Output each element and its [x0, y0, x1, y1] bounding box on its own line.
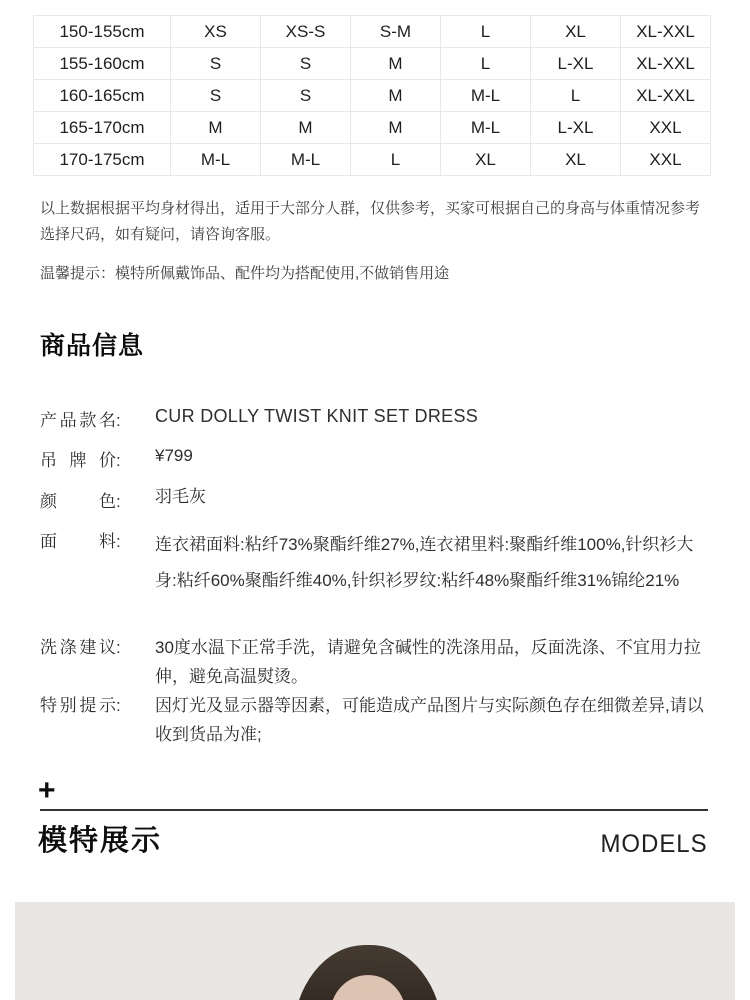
size-cell: L-XL: [531, 48, 621, 80]
table-row: [34, 16, 711, 48]
size-cell: L: [531, 80, 621, 112]
section-divider: [40, 809, 708, 811]
size-cell: S: [261, 80, 351, 112]
color-value: 羽毛灰: [155, 487, 206, 506]
size-cell: XXL: [621, 144, 711, 176]
size-cell: L-XL: [531, 112, 621, 144]
special-note-label: 特别提示:: [40, 696, 121, 715]
size-cell: S: [261, 48, 351, 80]
size-cell: XL-XXL: [621, 80, 711, 112]
fabric-label: 面料:: [40, 532, 121, 551]
size-chart-table: [33, 15, 711, 176]
size-cell: XL-XXL: [621, 48, 711, 80]
size-cell: S: [171, 48, 261, 80]
product-name-label: 产品款名:: [40, 411, 121, 430]
size-cell: S-M: [351, 16, 441, 48]
models-section-subtitle: MODELS: [600, 830, 708, 858]
height-range-cell: 150-155cm: [34, 16, 171, 48]
models-section-title: 模特展示: [38, 825, 163, 857]
size-cell: XL: [441, 144, 531, 176]
size-cell: L: [441, 48, 531, 80]
size-cell: M: [261, 112, 351, 144]
size-cell: M: [351, 80, 441, 112]
size-cell: XS: [171, 16, 261, 48]
warm-tip-text: 温馨提示：模特所佩戴饰品、配件均为搭配使用,不做销售用途: [40, 265, 450, 282]
product-info-section-title: 商品信息: [40, 332, 145, 360]
color-label: 颜色:: [40, 492, 121, 511]
size-cell: M: [171, 112, 261, 144]
height-range-cell: 165-170cm: [34, 112, 171, 144]
size-cell: M-L: [171, 144, 261, 176]
height-range-cell: 170-175cm: [34, 144, 171, 176]
table-row: [34, 112, 711, 144]
height-range-cell: 155-160cm: [34, 48, 171, 80]
plus-icon: +: [38, 774, 56, 807]
fabric-value: 连衣裙面料:粘纤73%聚酯纤维27%,连衣裙里料:聚酯纤维100%,针织衫大身:粘纤60%聚酯纤维40%,针织衫罗纹:粘纤48%聚酯纤维31%锦纶21%: [155, 535, 694, 590]
size-cell: L: [441, 16, 531, 48]
table-row: [34, 144, 711, 176]
tag-price-label: 吊牌价:: [40, 451, 121, 470]
size-cell: XL-XXL: [621, 16, 711, 48]
table-row: [34, 80, 711, 112]
product-name-value: CUR DOLLY TWIST KNIT SET DRESS: [155, 406, 479, 426]
size-cell: S: [171, 80, 261, 112]
size-cell: M-L: [441, 80, 531, 112]
size-cell: M-L: [261, 144, 351, 176]
table-row: [34, 48, 711, 80]
size-disclaimer-text: 以上数据根据平均身材得出，适用于大部分人群，仅供参考，买家可根据自己的身高与体重情况参考选择尺码，如有疑问，请咨询客服。: [40, 200, 701, 243]
washing-advice-value: 30度水温下正常手洗，请避免含碱性的洗涤用品，反面洗涤、不宜用力拉伸，避免高温熨烫。: [155, 638, 701, 686]
height-range-cell: 160-165cm: [34, 80, 171, 112]
size-cell: M: [351, 112, 441, 144]
size-cell: XL: [531, 16, 621, 48]
size-cell: XL: [531, 144, 621, 176]
size-cell: L: [351, 144, 441, 176]
special-note-value: 因灯光及显示器等因素，可能造成产品图片与实际颜色存在细微差异,请以收到货品为准;: [155, 696, 704, 744]
tag-price-value: ¥799: [155, 446, 193, 465]
size-cell: XXL: [621, 112, 711, 144]
size-cell: M-L: [441, 112, 531, 144]
model-photo: [15, 902, 735, 1000]
size-cell: XS-S: [261, 16, 351, 48]
washing-advice-label: 洗涤建议:: [40, 638, 121, 657]
size-cell: M: [351, 48, 441, 80]
